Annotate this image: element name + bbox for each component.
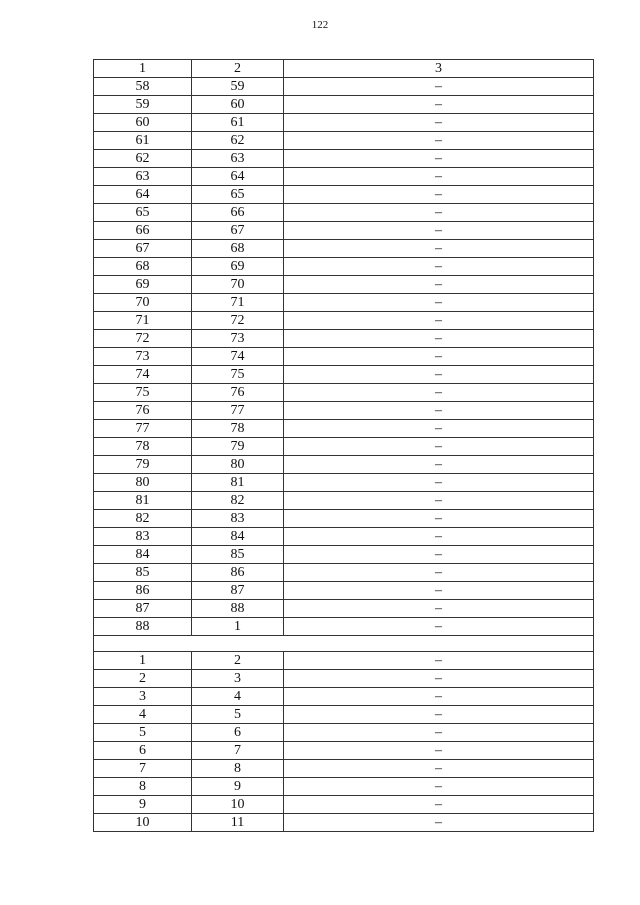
- table-cell: –: [284, 312, 594, 330]
- table-row: [94, 78, 594, 96]
- table-cell: 80: [94, 474, 192, 492]
- table-row: [94, 384, 594, 402]
- column-header: 2: [192, 60, 284, 78]
- table-row: [94, 420, 594, 438]
- table-cell: –: [284, 114, 594, 132]
- table-cell: –: [284, 150, 594, 168]
- table-cell: 58: [94, 78, 192, 96]
- table-cell: –: [284, 96, 594, 114]
- table-row: [94, 742, 594, 760]
- table-cell: 6: [192, 724, 284, 742]
- table-cell: 10: [94, 814, 192, 832]
- table-cell: 72: [94, 330, 192, 348]
- table-row: [94, 150, 594, 168]
- table-cell: –: [284, 240, 594, 258]
- table-cell: 81: [94, 492, 192, 510]
- table-cell: –: [284, 78, 594, 96]
- table-cell: –: [284, 492, 594, 510]
- table-row: [94, 366, 594, 384]
- table-row: [94, 312, 594, 330]
- table-cell: 82: [94, 510, 192, 528]
- table-cell: –: [284, 742, 594, 760]
- table-row: [94, 348, 594, 366]
- table-cell: 2: [192, 652, 284, 670]
- table-header-row: [94, 60, 594, 78]
- table-row: [94, 222, 594, 240]
- table-cell: 73: [94, 348, 192, 366]
- table-cell: 64: [94, 186, 192, 204]
- table-cell: 63: [192, 150, 284, 168]
- table-cell: 11: [192, 814, 284, 832]
- table-row: [94, 652, 594, 670]
- table-cell: 4: [94, 706, 192, 724]
- table-cell: 88: [192, 600, 284, 618]
- table-cell: 70: [94, 294, 192, 312]
- table-cell: –: [284, 186, 594, 204]
- page-number: 122: [311, 19, 329, 31]
- table-cell: –: [284, 294, 594, 312]
- table-cell: 88: [94, 618, 192, 636]
- table-row: [94, 438, 594, 456]
- table-cell: –: [284, 420, 594, 438]
- table-cell: 79: [94, 456, 192, 474]
- table-cell: 62: [94, 150, 192, 168]
- section-divider-row: [94, 636, 594, 652]
- table-cell: 74: [94, 366, 192, 384]
- table-row: [94, 814, 594, 832]
- table-cell: 85: [94, 564, 192, 582]
- table-row: [94, 564, 594, 582]
- table-cell: 84: [94, 546, 192, 564]
- table-cell: 59: [192, 78, 284, 96]
- table-cell: 73: [192, 330, 284, 348]
- table-cell: 5: [94, 724, 192, 742]
- table-cell: –: [284, 330, 594, 348]
- table-cell: 8: [94, 778, 192, 796]
- table-cell: –: [284, 276, 594, 294]
- column-header: 3: [284, 60, 594, 78]
- table-cell: 75: [192, 366, 284, 384]
- table-cell: –: [284, 760, 594, 778]
- table-row: [94, 688, 594, 706]
- table-cell: –: [284, 706, 594, 724]
- table-cell: 71: [192, 294, 284, 312]
- table-row: [94, 456, 594, 474]
- table-cell: 63: [94, 168, 192, 186]
- table-body: [94, 60, 594, 832]
- table-cell: 61: [192, 114, 284, 132]
- table-cell: 4: [192, 688, 284, 706]
- table-cell: –: [284, 456, 594, 474]
- table-cell: 78: [94, 438, 192, 456]
- table-cell: 61: [94, 132, 192, 150]
- table-cell: –: [284, 258, 594, 276]
- table-row: [94, 724, 594, 742]
- table-cell: 69: [94, 276, 192, 294]
- table-cell: –: [284, 652, 594, 670]
- table-row: [94, 294, 594, 312]
- table-row: [94, 276, 594, 294]
- table-cell: 8: [192, 760, 284, 778]
- table-cell: 67: [192, 222, 284, 240]
- table-cell: 65: [94, 204, 192, 222]
- table-cell: 3: [94, 688, 192, 706]
- table-cell: 83: [192, 510, 284, 528]
- table-row: [94, 240, 594, 258]
- table-cell: –: [284, 438, 594, 456]
- table-cell: 74: [192, 348, 284, 366]
- table-row: [94, 204, 594, 222]
- table-row: [94, 670, 594, 688]
- table-cell: 5: [192, 706, 284, 724]
- table-row: [94, 96, 594, 114]
- table-row: [94, 796, 594, 814]
- table-cell: 78: [192, 420, 284, 438]
- table-row: [94, 258, 594, 276]
- table-cell: 81: [192, 474, 284, 492]
- table-row: [94, 600, 594, 618]
- table-cell: –: [284, 724, 594, 742]
- table-row: [94, 510, 594, 528]
- table-cell: 85: [192, 546, 284, 564]
- table-cell: –: [284, 546, 594, 564]
- table-cell: 75: [94, 384, 192, 402]
- table-row: [94, 402, 594, 420]
- table-cell: 60: [94, 114, 192, 132]
- table-row: [94, 132, 594, 150]
- table-cell: 59: [94, 96, 192, 114]
- table-cell: 79: [192, 438, 284, 456]
- table-cell: 87: [94, 600, 192, 618]
- table-row: [94, 114, 594, 132]
- table-row: [94, 760, 594, 778]
- table-cell: 67: [94, 240, 192, 258]
- table-cell: 87: [192, 582, 284, 600]
- data-table: [93, 59, 594, 832]
- table-cell: 69: [192, 258, 284, 276]
- table-cell: 68: [192, 240, 284, 258]
- column-header: 1: [94, 60, 192, 78]
- table-cell: 6: [94, 742, 192, 760]
- table-cell: 64: [192, 168, 284, 186]
- table-row: [94, 618, 594, 636]
- table-cell: –: [284, 132, 594, 150]
- table-cell: –: [284, 814, 594, 832]
- table-cell: 7: [94, 760, 192, 778]
- table-cell: –: [284, 778, 594, 796]
- table-cell: 86: [94, 582, 192, 600]
- table-cell: –: [284, 366, 594, 384]
- table-cell: –: [284, 670, 594, 688]
- table-cell: 2: [94, 670, 192, 688]
- table-cell: 70: [192, 276, 284, 294]
- table-cell: –: [284, 474, 594, 492]
- table-cell: –: [284, 796, 594, 814]
- table-row: [94, 528, 594, 546]
- table-cell: 80: [192, 456, 284, 474]
- table-cell: –: [284, 582, 594, 600]
- table-cell: –: [284, 222, 594, 240]
- table-cell: 76: [192, 384, 284, 402]
- table-cell: 86: [192, 564, 284, 582]
- table-cell: 77: [192, 402, 284, 420]
- table-cell: 66: [94, 222, 192, 240]
- table-cell: –: [284, 384, 594, 402]
- table-cell: 62: [192, 132, 284, 150]
- table-cell: –: [284, 402, 594, 420]
- table-cell: 60: [192, 96, 284, 114]
- table-cell: 3: [192, 670, 284, 688]
- table-cell: –: [284, 688, 594, 706]
- table-cell: –: [284, 204, 594, 222]
- table-cell: 77: [94, 420, 192, 438]
- table-row: [94, 474, 594, 492]
- table-cell: 1: [94, 652, 192, 670]
- table-cell: 66: [192, 204, 284, 222]
- table-cell: 83: [94, 528, 192, 546]
- table-row: [94, 186, 594, 204]
- table-row: [94, 492, 594, 510]
- table-row: [94, 330, 594, 348]
- section-divider-cell: [94, 636, 594, 652]
- table-cell: 9: [94, 796, 192, 814]
- table-cell: –: [284, 348, 594, 366]
- table-row: [94, 168, 594, 186]
- table-cell: 1: [192, 618, 284, 636]
- table-row: [94, 582, 594, 600]
- table-row: [94, 778, 594, 796]
- table-row: [94, 546, 594, 564]
- table-cell: 68: [94, 258, 192, 276]
- table-cell: 84: [192, 528, 284, 546]
- table-cell: –: [284, 510, 594, 528]
- table-cell: 71: [94, 312, 192, 330]
- table-row: [94, 706, 594, 724]
- table-cell: 7: [192, 742, 284, 760]
- table-cell: 10: [192, 796, 284, 814]
- table-cell: –: [284, 618, 594, 636]
- table-cell: 65: [192, 186, 284, 204]
- table-cell: 82: [192, 492, 284, 510]
- table-cell: –: [284, 528, 594, 546]
- table-cell: 72: [192, 312, 284, 330]
- table-cell: –: [284, 600, 594, 618]
- table-cell: 76: [94, 402, 192, 420]
- table-cell: –: [284, 564, 594, 582]
- table-cell: –: [284, 168, 594, 186]
- table-cell: 9: [192, 778, 284, 796]
